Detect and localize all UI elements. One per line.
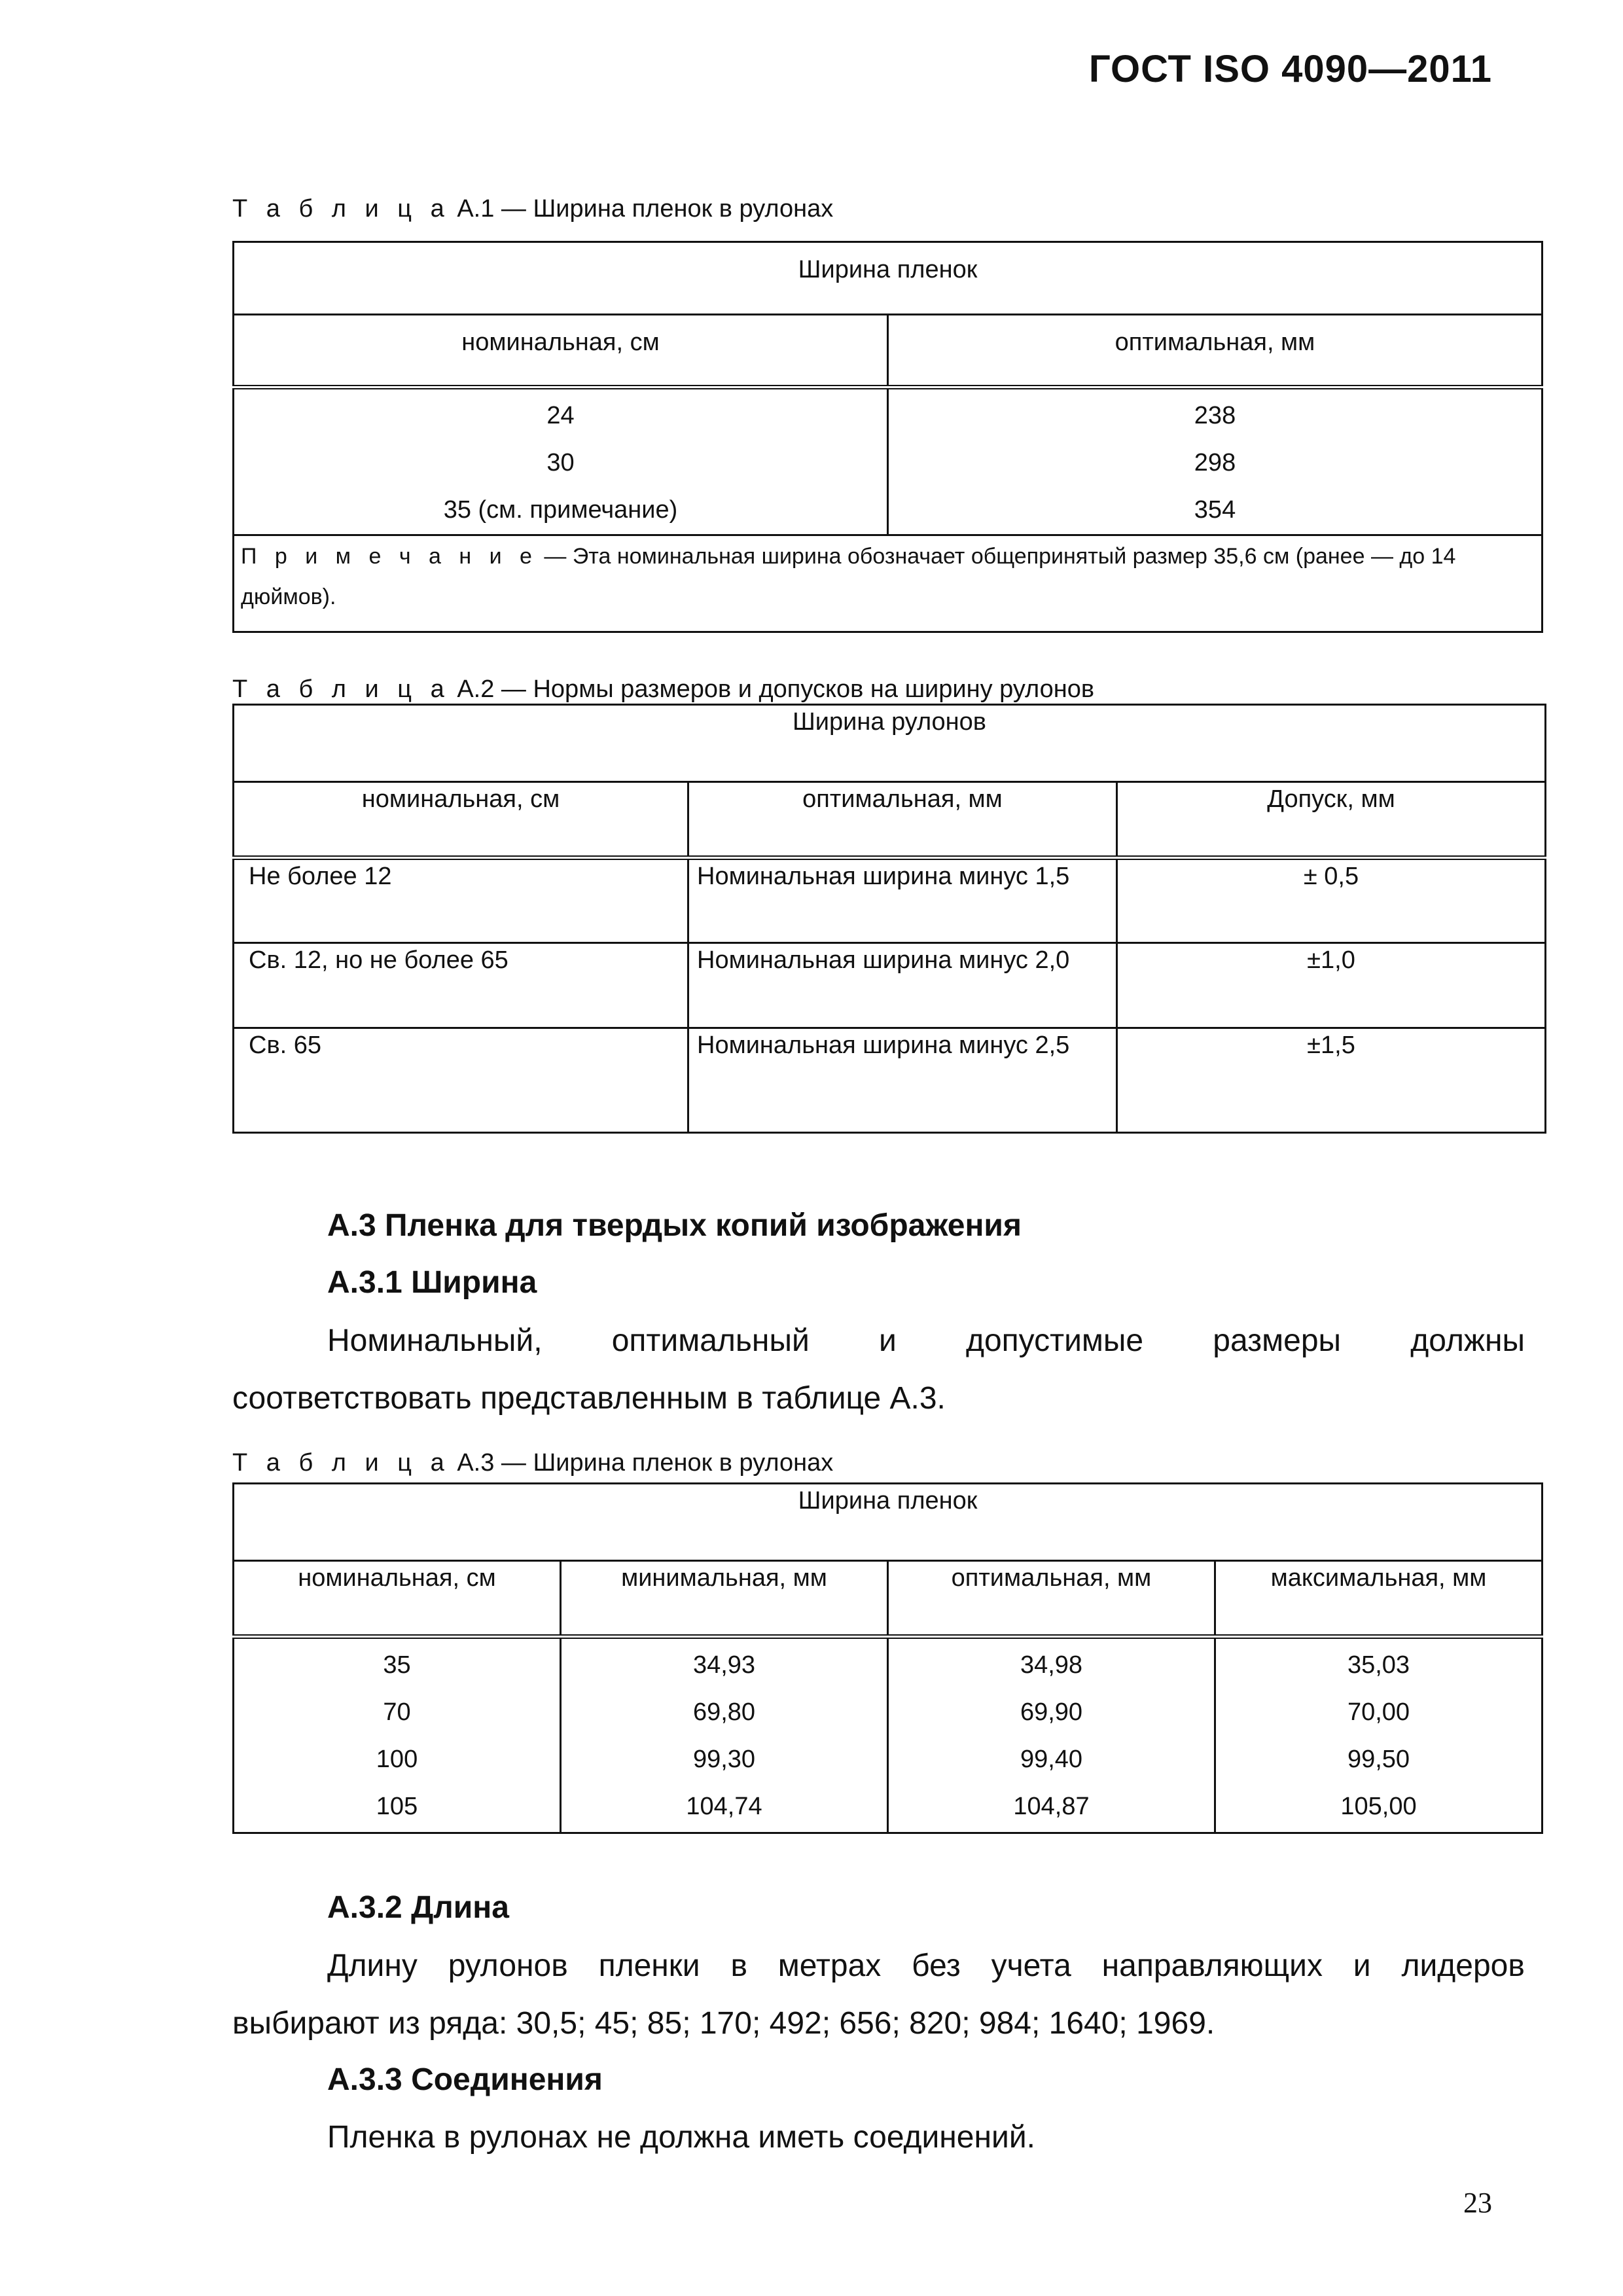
column-header: Допуск, мм [1117, 782, 1546, 858]
cell-value: 105,00 [1340, 1793, 1417, 1820]
column-header: оптимальная, мм [888, 1561, 1215, 1637]
word: направляющих [1101, 1948, 1323, 1983]
word: допустимые [965, 1323, 1144, 1358]
table-a3-caption [232, 1448, 833, 1478]
table-cell: Св. 12, но не более 65 [234, 943, 688, 1028]
column-header: оптимальная, мм [688, 782, 1117, 858]
subsection-heading: А.3.1 Ширина [327, 1265, 537, 1300]
column-header: номинальная, см [234, 1561, 561, 1637]
subsection-heading: А.3.3 Соединения [327, 2062, 603, 2097]
word: лидеров [1401, 1948, 1525, 1983]
table-group-header: Ширина рулонов [234, 705, 1546, 782]
cell-value: 69,90 [1020, 1698, 1083, 1726]
word: метрах [777, 1948, 882, 1983]
table-cell: Номинальная ширина минус 1,5 [688, 858, 1117, 943]
word: и [878, 1323, 897, 1358]
section-heading: А.3 Пленка для твердых копий изображения [327, 1208, 1022, 1243]
table-title: А.2 — Нормы размеров и допусков на ширину рулонов [457, 675, 1095, 703]
cell-value: 104,74 [686, 1793, 762, 1820]
table-title: А.3 — Ширина пленок в рулонах [457, 1449, 834, 1477]
cell-value: 70 [383, 1698, 411, 1726]
table-a3 [232, 1482, 1543, 1834]
table-cell [888, 1637, 1215, 1833]
cell-value: 34,98 [1020, 1651, 1083, 1679]
cell-value: 354 [1194, 496, 1236, 524]
cell-value: 70,00 [1347, 1698, 1410, 1726]
cell-value: 69,80 [692, 1698, 756, 1726]
cell-value: 99,30 [692, 1746, 756, 1773]
subsection-heading: А.3.2 Длина [327, 1890, 509, 1925]
word: рулонов [448, 1948, 568, 1983]
paragraph-line: Пленка в рулонах не должна иметь соединений. [327, 2120, 1035, 2155]
table-a2 [232, 704, 1546, 1134]
table-cell: Номинальная ширина минус 2,0 [688, 943, 1117, 1028]
table-cell [561, 1637, 888, 1833]
cell-value: 35 [383, 1651, 411, 1679]
word: без [912, 1948, 961, 1983]
word: в [730, 1948, 747, 1983]
column-header: номинальная, см [234, 315, 888, 387]
cell-value: 30 [546, 449, 575, 476]
cell-value: 99,50 [1347, 1746, 1410, 1773]
table-label: Т а б л и ц а [232, 675, 450, 703]
column-header: оптимальная, мм [888, 315, 1543, 387]
cell-value: 34,93 [692, 1651, 756, 1679]
table-cell: Не более 12 [234, 858, 688, 943]
table-a1 [232, 241, 1543, 633]
note-label: П р и м е ч а н и е [241, 544, 538, 569]
page-number: 23 [1463, 2187, 1492, 2219]
note-text-continued: дюймов). [241, 584, 336, 609]
word: должны [1410, 1323, 1525, 1358]
column-header: минимальная, мм [561, 1561, 888, 1637]
paragraph-line: выбирают из ряда: 30,5; 45; 85; 170; 492; 656; 820; 984; 1640; 1969. [232, 2006, 1215, 2041]
document-id: ГОСТ ISO 4090—2011 [1088, 48, 1492, 90]
table-group-header: Ширина пленок [234, 1484, 1543, 1561]
table-cell [234, 1637, 561, 1833]
cell-value: 24 [546, 402, 575, 429]
table-a2-caption [232, 674, 1094, 704]
table-cell: ± 0,5 [1117, 858, 1546, 943]
cell-value: 100 [376, 1746, 418, 1773]
cell-value: 35 (см. примечание) [443, 496, 678, 524]
note-text: — Эта номинальная ширина обозначает общепринятый размер 35,6 см (ранее — до 14 [537, 544, 1456, 569]
table-cell: ±1,0 [1117, 943, 1546, 1028]
paragraph-line [327, 1312, 1525, 1370]
cell-value: 105 [376, 1793, 418, 1820]
paragraph-line [327, 1937, 1525, 1995]
word: учета [991, 1948, 1071, 1983]
table-a1-caption [232, 194, 833, 224]
table-cell [888, 387, 1543, 535]
word: оптимальный [611, 1323, 810, 1358]
table-title: А.1 — Ширина пленок в рулонах [457, 195, 834, 223]
word: и [1353, 1948, 1371, 1983]
cell-value: 35,03 [1347, 1651, 1410, 1679]
column-header: номинальная, см [234, 782, 688, 858]
table-cell [234, 387, 888, 535]
table-cell: Св. 65 [234, 1028, 688, 1133]
word: Длину [327, 1948, 418, 1983]
table-label: Т а б л и ц а [232, 1449, 450, 1477]
paragraph-line: соответствовать представленным в таблице А.3. [232, 1381, 946, 1416]
word: Номинальный, [327, 1323, 543, 1358]
cell-value: 238 [1194, 402, 1236, 429]
cell-value: 298 [1194, 449, 1236, 476]
column-header: максимальная, мм [1215, 1561, 1543, 1637]
cell-value: 99,40 [1020, 1746, 1083, 1773]
table-note [234, 535, 1543, 632]
table-label: Т а б л и ц а [232, 195, 450, 223]
table-group-header: Ширина пленок [234, 242, 1543, 315]
table-cell [1215, 1637, 1543, 1833]
word: пленки [598, 1948, 700, 1983]
table-cell: ±1,5 [1117, 1028, 1546, 1133]
table-cell: Номинальная ширина минус 2,5 [688, 1028, 1117, 1133]
word: размеры [1213, 1323, 1342, 1358]
cell-value: 104,87 [1013, 1793, 1090, 1820]
